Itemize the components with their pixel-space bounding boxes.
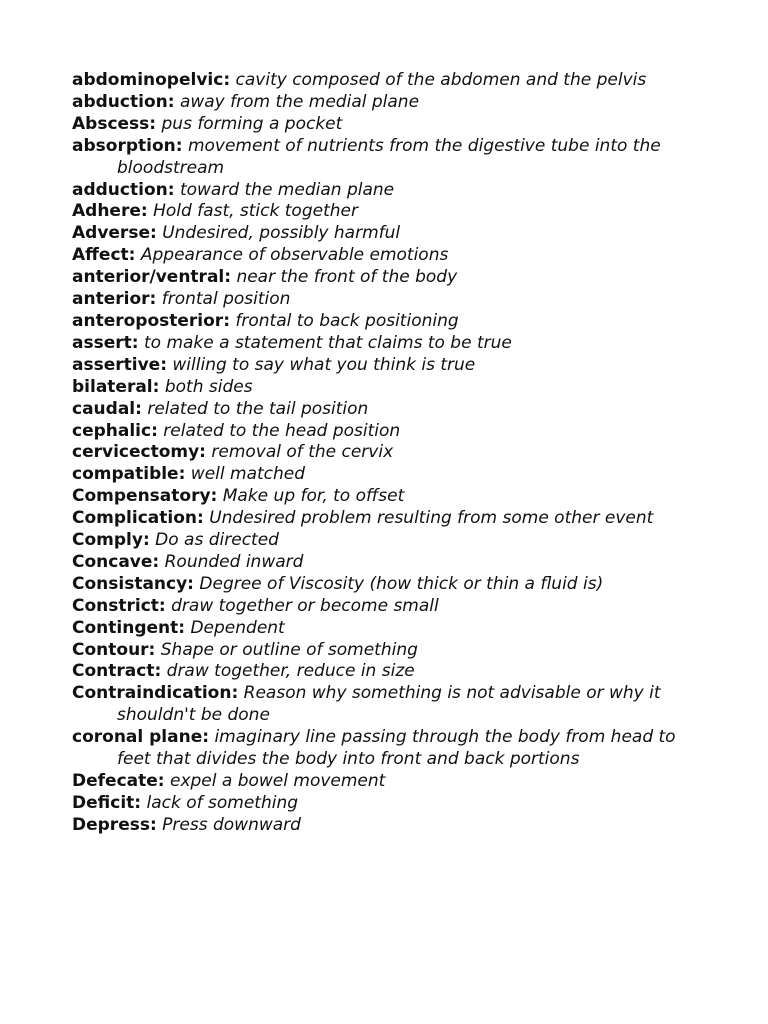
glossary-definition: pus forming a pocket bbox=[161, 113, 343, 134]
glossary-term: anteroposterior: bbox=[72, 310, 230, 331]
glossary-entry bbox=[72, 815, 682, 837]
glossary-definition: both sides bbox=[164, 376, 253, 397]
glossary-definition: Press downward bbox=[162, 814, 301, 835]
glossary-definition: draw together or become small bbox=[171, 595, 439, 616]
glossary-term: Adhere: bbox=[72, 201, 148, 222]
glossary-definition: draw together, reduce in size bbox=[166, 661, 415, 682]
glossary-term: Deficit: bbox=[72, 792, 142, 813]
glossary-entry bbox=[72, 136, 682, 180]
glossary-entry bbox=[72, 508, 682, 530]
glossary-term: Affect: bbox=[72, 245, 136, 266]
glossary-term: assert: bbox=[72, 332, 139, 353]
glossary-definition: Do as directed bbox=[155, 530, 279, 551]
glossary-term: assertive: bbox=[72, 354, 167, 375]
glossary-entry bbox=[72, 92, 682, 114]
glossary-definition: to make a statement that claims to be true bbox=[143, 332, 512, 353]
glossary-term: compatible: bbox=[72, 464, 186, 485]
glossary-entry bbox=[72, 180, 682, 202]
glossary-term: Depress: bbox=[72, 814, 157, 835]
glossary-entry bbox=[72, 683, 682, 727]
glossary-term: anterior: bbox=[72, 289, 157, 310]
glossary-definition: Appearance of observable emotions bbox=[140, 245, 449, 266]
glossary-definition: related to the head position bbox=[163, 420, 401, 441]
glossary-term: Constrict: bbox=[72, 595, 166, 616]
glossary-entry bbox=[72, 640, 682, 662]
glossary-term: Contract: bbox=[72, 661, 162, 682]
glossary-entry bbox=[72, 114, 682, 136]
glossary-term: Contour: bbox=[72, 639, 156, 660]
glossary-term: bilateral: bbox=[72, 376, 160, 397]
glossary-definition: frontal position bbox=[161, 289, 291, 310]
glossary-term: cervicectomy: bbox=[72, 442, 206, 463]
glossary-entry bbox=[72, 793, 682, 815]
glossary-definition: near the front of the body bbox=[236, 267, 458, 288]
glossary-definition: lack of something bbox=[146, 792, 299, 813]
glossary-definition: Degree of Viscosity (how thick or thin a fluid is) bbox=[199, 573, 604, 594]
glossary-definition: Rounded inward bbox=[164, 551, 304, 572]
glossary-term: Contingent: bbox=[72, 617, 186, 638]
glossary-entry bbox=[72, 596, 682, 618]
glossary-entry bbox=[72, 201, 682, 223]
glossary-entry bbox=[72, 618, 682, 640]
glossary-entry bbox=[72, 377, 682, 399]
glossary-term: coronal plane: bbox=[72, 727, 210, 748]
glossary-definition: away from the medial plane bbox=[179, 91, 420, 112]
glossary-term: Consistancy: bbox=[72, 573, 194, 594]
glossary-term: Abscess: bbox=[72, 113, 157, 134]
glossary-definition: willing to say what you think is true bbox=[172, 354, 476, 375]
glossary-entry bbox=[72, 661, 682, 683]
glossary-term: abduction: bbox=[72, 91, 175, 112]
glossary-definition: Shape or outline of something bbox=[160, 639, 418, 660]
glossary-entry bbox=[72, 245, 682, 267]
glossary-definition: Make up for, to offset bbox=[222, 486, 405, 507]
glossary-entry bbox=[72, 223, 682, 245]
glossary-term: Defecate: bbox=[72, 771, 165, 791]
glossary-term: absorption: bbox=[72, 135, 183, 156]
glossary-entry bbox=[72, 355, 682, 377]
glossary-definition: Dependent bbox=[190, 617, 285, 638]
glossary-definition: Undesired problem resulting from some other event bbox=[209, 508, 654, 529]
glossary-definition: expel a bowel movement bbox=[169, 771, 386, 791]
glossary-entry bbox=[72, 727, 682, 771]
glossary-definition: toward the median plane bbox=[179, 179, 395, 200]
glossary-definition: movement of nutrients from the digestive tube into the bloodstream bbox=[117, 135, 661, 178]
glossary-definition: Reason why something is not advisable or why it shouldn't be done bbox=[117, 683, 661, 726]
glossary-definition: removal of the cervix bbox=[211, 442, 394, 463]
glossary-term: adduction: bbox=[72, 179, 175, 200]
glossary-entry bbox=[72, 70, 682, 92]
glossary-term: abdominopelvic: bbox=[72, 70, 231, 90]
glossary-definition: imaginary line passing through the body from head to feet that divides the body into front and back portions bbox=[117, 727, 676, 770]
glossary-term: anterior/ventral: bbox=[72, 267, 232, 288]
glossary-entry bbox=[72, 442, 682, 464]
glossary-term: Adverse: bbox=[72, 223, 157, 244]
glossary-definition: related to the tail position bbox=[147, 398, 369, 419]
glossary-term: Contraindication: bbox=[72, 683, 239, 704]
glossary-term: Concave: bbox=[72, 551, 160, 572]
glossary-entry bbox=[72, 771, 682, 793]
glossary-term: caudal: bbox=[72, 398, 142, 419]
glossary-definition: Undesired, possibly harmful bbox=[162, 223, 401, 244]
glossary-entry bbox=[72, 574, 682, 596]
glossary-entry bbox=[72, 311, 682, 333]
glossary-definition: cavity composed of the abdomen and the pelvis bbox=[235, 70, 647, 90]
glossary-entry bbox=[72, 552, 682, 574]
glossary-entry bbox=[72, 486, 682, 508]
glossary-term: Compensatory: bbox=[72, 486, 218, 507]
glossary-term: cephalic: bbox=[72, 420, 158, 441]
glossary-entry bbox=[72, 333, 682, 355]
glossary-entry bbox=[72, 421, 682, 443]
glossary-term: Comply: bbox=[72, 530, 150, 551]
glossary-entry bbox=[72, 399, 682, 421]
glossary-definition: frontal to back positioning bbox=[235, 310, 459, 331]
glossary-entry bbox=[72, 289, 682, 311]
glossary-entry bbox=[72, 530, 682, 552]
glossary-entry bbox=[72, 464, 682, 486]
glossary-entry bbox=[72, 267, 682, 289]
glossary-definition: well matched bbox=[190, 464, 306, 485]
glossary-definition: Hold fast, stick together bbox=[153, 201, 358, 222]
glossary-list bbox=[72, 70, 682, 837]
glossary-term: Complication: bbox=[72, 508, 204, 529]
